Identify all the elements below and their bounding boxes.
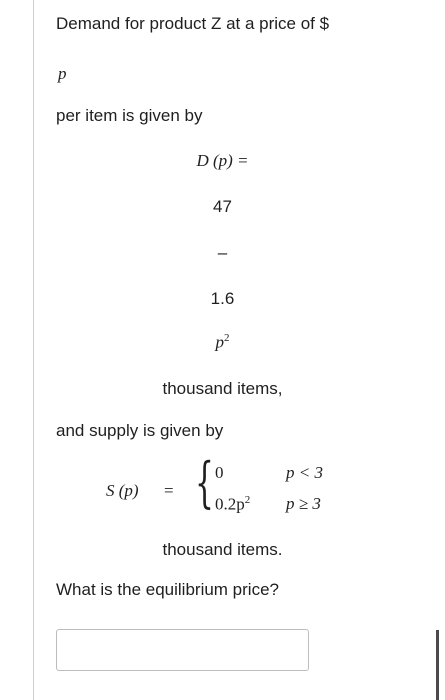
thousand-items-supply: thousand items.: [162, 540, 283, 559]
supply-lhs: S (p): [106, 481, 139, 500]
demand-lhs: D (p) =: [196, 151, 249, 170]
per-item-text: per item is given by: [56, 106, 203, 125]
piecewise-brace: {: [195, 451, 214, 514]
minus-sign: –: [217, 243, 228, 262]
case2-coefficient: 0.2p: [215, 494, 245, 514]
intro-text: Demand for product Z at a price of $: [56, 14, 330, 33]
p-squared: [0, 332, 445, 353]
question-prompt: What is the equilibrium price?: [56, 580, 279, 599]
p-squared-exponent: 2: [224, 332, 230, 344]
price-variable: p: [58, 64, 67, 83]
supply-equals: =: [164, 481, 174, 500]
p-squared-base: p: [215, 332, 224, 352]
supply-intro-text: and supply is given by: [56, 421, 224, 440]
case2-exponent: 2: [244, 494, 251, 506]
case2-condition: p ≥ 3: [286, 494, 321, 513]
answer-input[interactable]: [56, 629, 309, 671]
scrollbar[interactable]: [436, 630, 439, 700]
case2-value: [215, 494, 250, 515]
demand-constant: 47: [213, 197, 232, 216]
thousand-items-demand: thousand items,: [162, 379, 283, 398]
case1-value: 0: [215, 463, 224, 482]
case1-condition: p < 3: [286, 463, 323, 482]
demand-coefficient: 1.6: [210, 289, 235, 308]
